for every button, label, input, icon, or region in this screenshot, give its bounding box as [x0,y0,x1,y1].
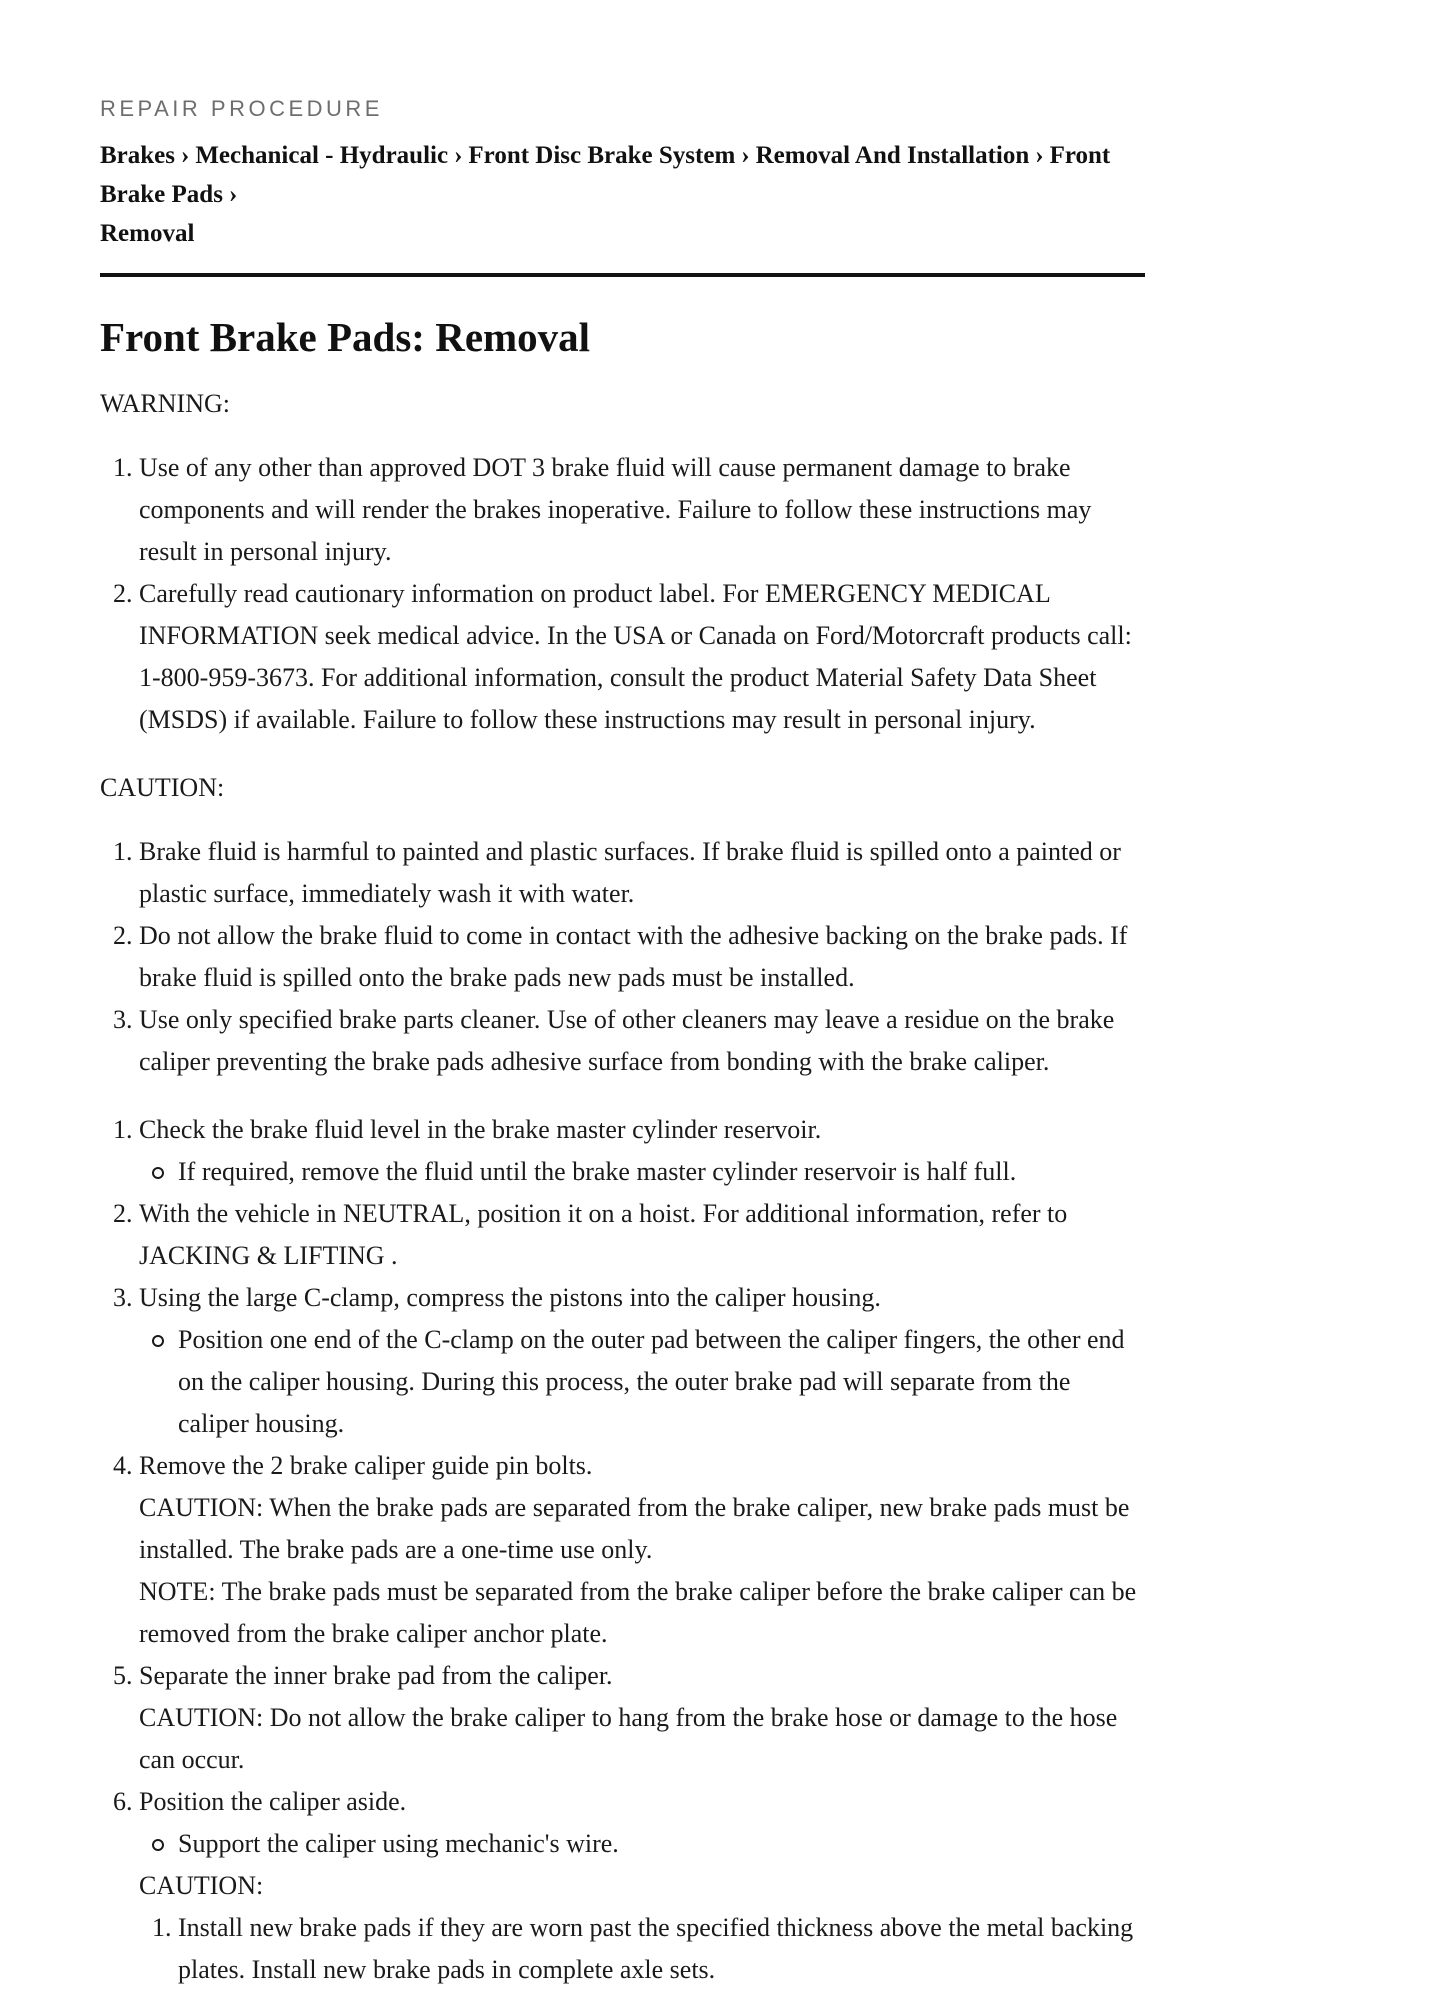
step-caution-item: 1. Install new brake pads if they are worn past the specified thickness above the metal backing plates. Install new brake pads in complete axle sets. [178,1907,1145,1991]
page-title: Front Brake Pads: Removal [100,314,591,360]
step-substeps [139,1151,1145,1193]
procedure-steps [100,1109,1145,1991]
document-kicker: REPAIR PROCEDURE [100,96,383,121]
substep-item: Support the caliper using mechanic's wire. [178,1823,1145,1865]
caution-item: 2. Do not allow the brake fluid to come in contact with the adhesive backing on the brake pads. If brake fluid is spilled onto the brake pads new pads must be installed. [139,915,1145,999]
breadcrumb-item[interactable]: Brakes [100,142,175,169]
breadcrumb-separator: › [181,142,190,169]
breadcrumb-separator: › [228,181,238,208]
breadcrumb-item-current: Removal [100,220,195,247]
step-note: NOTE: The brake pads must be separated from the brake caliper before the brake caliper can be removed from the brake caliper anchor plate. [139,1577,1137,1648]
breadcrumb-item[interactable]: Mechanical - Hydraulic [195,142,449,169]
procedure-step [139,1193,1145,1277]
caution-label: CAUTION: [100,773,225,802]
breadcrumb-item[interactable]: Front Brake Pads [100,142,1111,208]
substep-item: If required, remove the fluid until the brake master cylinder reservoir is half full. [178,1151,1145,1193]
breadcrumb-separator: › [1035,142,1044,169]
breadcrumb-separator: › [454,142,463,169]
warning-item: 2. Carefully read cautionary information on product label. For EMERGENCY MEDICAL INFORMATION seek medical advice. In the USA or Canada on Ford/Motorcraft products call: 1-800-959-3673. For additional information, consult the product Material Safety Data Sheet (MSDS) if available. Failure to follow these instructions may result in personal injury. [139,573,1145,741]
breadcrumb-item[interactable]: Front Disc Brake System [468,142,736,169]
step-text: Remove the 2 brake caliper guide pin bolts. [139,1451,593,1480]
step-caution: CAUTION: Do not allow the brake caliper to hang from the brake hose or damage to the hose can occur. [139,1703,1118,1774]
step-text: Check the brake fluid level in the brake master cylinder reservoir. [139,1115,822,1144]
caution-list [100,831,1145,1083]
step-caution-label: CAUTION: [139,1871,264,1900]
caution-item: 3. Use only specified brake parts cleaner. Use of other cleaners may leave a residue on the brake caliper preventing the brake pads adhesive surface from bonding with the brake caliper. [139,999,1145,1083]
step-caution: CAUTION: When the brake pads are separated from the brake caliper, new brake pads must be installed. The brake pads are a one-time use only. [139,1493,1130,1564]
step-text: With the vehicle in NEUTRAL, position it on a hoist. For additional information, refer to JACKING & LIFTING . [139,1199,1068,1270]
step-substeps [139,1319,1145,1445]
step-substeps [139,1823,1145,1865]
breadcrumb-separator: › [741,142,750,169]
breadcrumb-item[interactable]: Removal And Installation [755,142,1030,169]
step-caution-list [139,1907,1145,1991]
step-text: Separate the inner brake pad from the caliper. [139,1661,613,1690]
procedure-step [139,1655,1145,1781]
procedure-step [139,1109,1145,1193]
procedure-step [139,1445,1145,1655]
step-text: Position the caliper aside. [139,1787,407,1816]
warning-item: 1. Use of any other than approved DOT 3 brake fluid will cause permanent damage to brake components and will render the brakes inoperative. Failure to follow these instructions may result in personal injury. [139,447,1145,573]
caution-item: 1. Brake fluid is harmful to painted and plastic surfaces. If brake fluid is spilled onto a painted or plastic surface, immediately wash it with water. [139,831,1145,915]
procedure-step [139,1781,1145,1991]
procedure-step [139,1277,1145,1445]
substep-item: Position one end of the C-clamp on the outer pad between the caliper fingers, the other end on the caliper housing. During this process, the outer brake pad will separate from the caliper housing. [178,1319,1145,1445]
step-text: Using the large C-clamp, compress the pistons into the caliper housing. [139,1283,881,1312]
warning-label: WARNING: [100,389,230,418]
breadcrumb [100,136,1145,277]
warning-list [100,447,1145,741]
